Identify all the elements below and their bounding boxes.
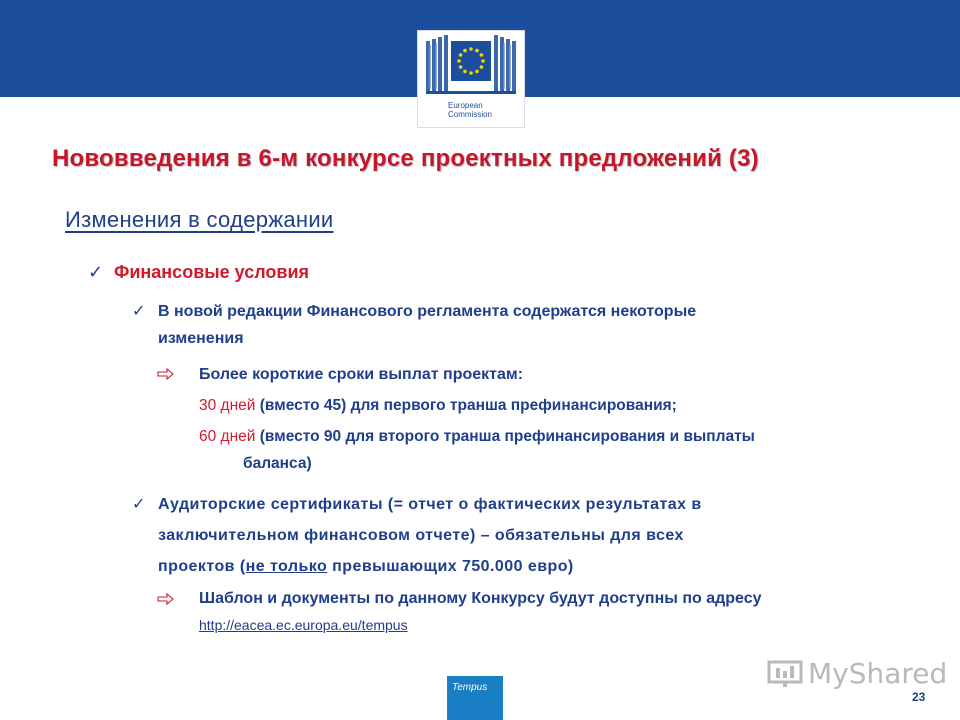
short-payment-terms: Более короткие сроки выплат проектам: [199, 366, 524, 383]
presentation-icon [766, 660, 804, 688]
payment-term-60 [199, 428, 755, 446]
not-only-underlined: не только [245, 558, 328, 575]
ec-logo-line1: European [448, 101, 483, 110]
payment-term-60-continued: баланса) [243, 455, 312, 472]
point2-line1: Аудиторские сертификаты (= отчет о фактических результатах в [158, 496, 702, 513]
template-availability-text: Шаблон и документы по данному Конкурсу будут доступны по адресу [199, 590, 762, 607]
financial-conditions-heading: Финансовые условия [114, 262, 310, 282]
point2-line3-start: проектов ( [158, 558, 246, 575]
slide-title: Нововведения в 6-м конкурсе проектных предложений (3) [52, 145, 759, 172]
point1-line2: изменения [158, 330, 244, 347]
european-commission-logo [417, 30, 525, 128]
tempus-label: Tempus [452, 682, 488, 693]
checkmark-icon: ✓ [132, 303, 146, 320]
payment-term-30-text: (вместо 45) для первого транша префинансирования; [255, 397, 677, 414]
payment-days-60: 60 дней [199, 428, 256, 445]
payment-term-30 [199, 397, 677, 415]
point2-line3-end: превышающих 750.000 евро) [327, 558, 574, 575]
point1-line1: В новой редакции Финансового регламента содержатся некоторые [158, 303, 697, 320]
watermark-text: MyShared [808, 657, 948, 690]
payment-term-60-text: (вместо 90 для второго транша префинансирования и выплаты [255, 428, 755, 445]
tempus-link[interactable]: http://eacea.ec.europa.eu/tempus [199, 617, 408, 633]
payment-days-30: 30 дней [199, 397, 256, 414]
page-number: 23 [912, 690, 926, 704]
arrow-right-icon [157, 368, 175, 380]
arrow-right-icon [157, 593, 175, 605]
ec-logo-text [448, 101, 492, 119]
tempus-logo [447, 676, 503, 720]
point2-line3 [158, 558, 574, 576]
myshared-watermark [766, 656, 948, 692]
point2-line2: заключительном финансовом отчете) – обязательны для всех [158, 527, 684, 544]
ec-logo-line2: Commission [448, 110, 493, 119]
section-subtitle: Изменения в содержании [65, 207, 334, 232]
checkmark-icon: ✓ [132, 496, 146, 513]
checkmark-icon: ✓ [88, 262, 104, 282]
